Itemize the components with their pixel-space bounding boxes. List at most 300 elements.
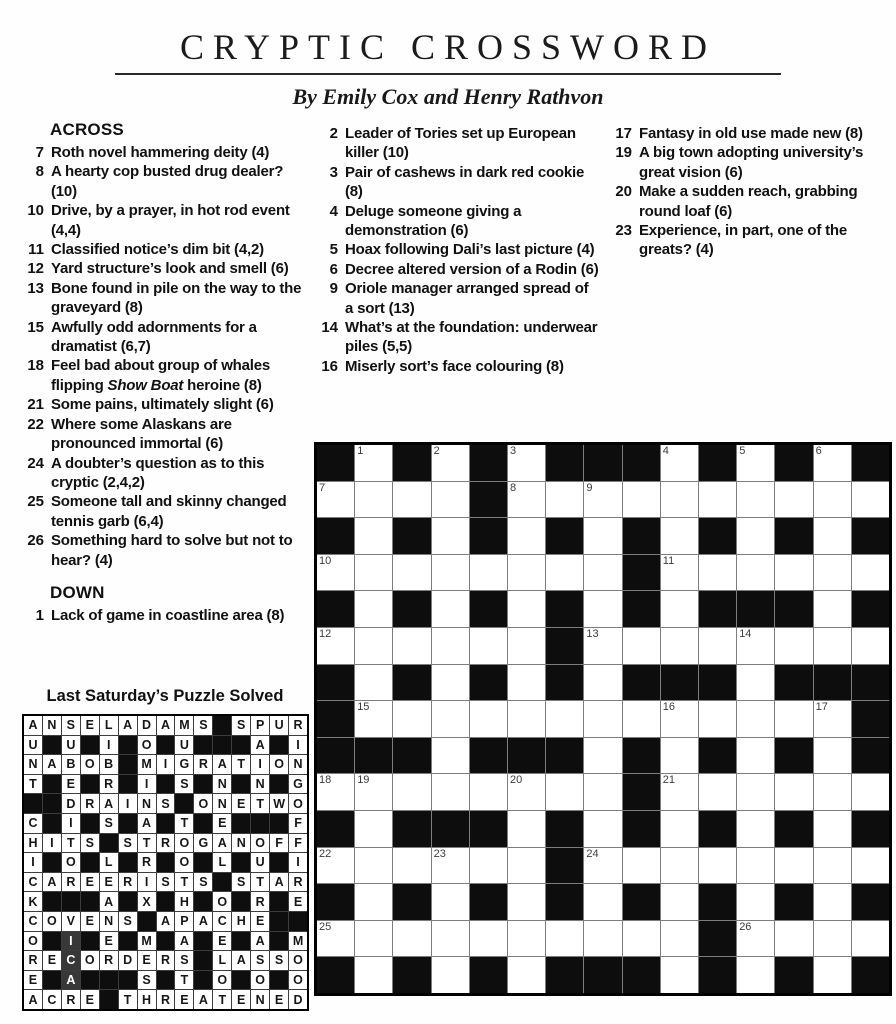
clue-text: Fantasy in old use made new (8) — [639, 125, 863, 142]
clue-text: Drive, by a prayer, in hot rod event (4,4) — [51, 202, 290, 239]
solved-block — [43, 794, 61, 813]
grid-cell[interactable] — [393, 921, 430, 957]
grid-cell[interactable] — [546, 701, 583, 737]
grid-block — [852, 445, 889, 481]
grid-cell[interactable] — [508, 482, 545, 518]
grid-cell[interactable] — [775, 701, 812, 737]
grid-cell[interactable] — [775, 555, 812, 591]
grid-block — [623, 518, 660, 554]
grid-cell[interactable] — [852, 555, 889, 591]
grid-block — [775, 591, 812, 627]
solved-letter-cell: T — [175, 873, 193, 892]
grid-cell[interactable] — [699, 774, 736, 810]
solved-letter-cell: D — [119, 951, 137, 970]
solved-letter-cell: G — [175, 755, 193, 774]
clue-number: 22 — [27, 415, 44, 433]
grid-cell[interactable] — [432, 774, 469, 810]
solved-letter-cell: I — [62, 932, 80, 951]
solved-letter-cell: V — [62, 912, 80, 931]
solved-block — [194, 892, 212, 911]
solved-letter-cell: O — [289, 951, 307, 970]
grid-cell[interactable] — [699, 701, 736, 737]
solved-letter-cell: A — [119, 716, 137, 735]
grid-cell[interactable] — [775, 774, 812, 810]
grid-cell[interactable] — [737, 628, 774, 664]
grid-cell[interactable] — [470, 555, 507, 591]
grid-cell[interactable] — [775, 482, 812, 518]
grid-cell[interactable] — [508, 591, 545, 627]
solved-letter-cell: N — [138, 794, 156, 813]
solved-letter-cell: E — [81, 912, 99, 931]
grid-cell[interactable] — [508, 518, 545, 554]
solved-letter-cell: E — [175, 990, 193, 1009]
clue-text: A doubter’s question as to this cryptic (2,4,2) — [51, 454, 265, 491]
clue-number: 12 — [27, 260, 44, 278]
solved-letter-cell: A — [194, 912, 212, 931]
solved-letter-cell: I — [62, 814, 80, 833]
solved-block — [270, 892, 288, 911]
grid-cell[interactable] — [508, 884, 545, 920]
grid-cell[interactable] — [470, 628, 507, 664]
clue-text: Leader of Tories set up European killer (10) — [345, 125, 576, 162]
grid-cell[interactable] — [814, 555, 851, 591]
solved-letter-cell: O — [251, 834, 269, 853]
grid-cell[interactable] — [508, 445, 545, 481]
grid-cell[interactable] — [432, 957, 469, 993]
grid-block — [470, 665, 507, 701]
grid-block — [852, 591, 889, 627]
grid-block — [623, 884, 660, 920]
grid-cell[interactable] — [470, 921, 507, 957]
grid-cell[interactable] — [584, 811, 621, 847]
solved-letter-cell: O — [270, 755, 288, 774]
clue-down-3 — [314, 163, 600, 202]
grid-cell[interactable] — [355, 482, 392, 518]
grid-cell[interactable] — [546, 921, 583, 957]
grid-cell[interactable] — [317, 628, 354, 664]
grid-cell[interactable] — [584, 774, 621, 810]
grid-cell[interactable] — [661, 921, 698, 957]
grid-cell[interactable] — [814, 701, 851, 737]
solved-block — [213, 716, 231, 735]
grid-cell[interactable] — [584, 665, 621, 701]
grid-block — [699, 884, 736, 920]
grid-cell[interactable] — [814, 738, 851, 774]
solved-letter-cell: S — [251, 951, 269, 970]
grid-cell[interactable] — [814, 884, 851, 920]
grid-cell[interactable] — [661, 774, 698, 810]
clue-across-7 — [20, 143, 302, 162]
solved-letter-cell: F — [270, 834, 288, 853]
clue-number: 26 — [27, 532, 44, 550]
solved-letter-cell: I — [138, 775, 156, 794]
grid-cell[interactable] — [584, 738, 621, 774]
cell-number: 1 — [357, 445, 364, 457]
grid-cell[interactable] — [355, 518, 392, 554]
solved-block — [270, 853, 288, 872]
grid-block — [355, 738, 392, 774]
grid-cell[interactable] — [623, 628, 660, 664]
grid-cell[interactable] — [737, 774, 774, 810]
grid-cell[interactable] — [393, 848, 430, 884]
grid-cell[interactable] — [852, 628, 889, 664]
grid-cell[interactable] — [737, 665, 774, 701]
grid-cell[interactable] — [432, 921, 469, 957]
solved-letter-cell: C — [24, 814, 42, 833]
grid-cell[interactable] — [737, 957, 774, 993]
grid-cell[interactable] — [775, 848, 812, 884]
grid-block — [852, 811, 889, 847]
grid-cell[interactable] — [584, 555, 621, 591]
grid-cell[interactable] — [508, 701, 545, 737]
grid-cell[interactable] — [355, 921, 392, 957]
grid-cell[interactable] — [661, 482, 698, 518]
grid-block — [852, 957, 889, 993]
cell-number: 10 — [319, 554, 332, 567]
grid-cell[interactable] — [814, 518, 851, 554]
solved-letter-cell: A — [43, 755, 61, 774]
grid-cell[interactable] — [355, 848, 392, 884]
solved-letter-cell: L — [100, 853, 118, 872]
grid-cell[interactable] — [432, 738, 469, 774]
solved-letter-cell: R — [157, 990, 175, 1009]
grid-cell[interactable] — [432, 701, 469, 737]
clue-across-24 — [20, 454, 302, 493]
solved-block — [270, 932, 288, 951]
grid-cell[interactable] — [584, 482, 621, 518]
grid-cell[interactable] — [661, 848, 698, 884]
solved-letter-cell: R — [289, 873, 307, 892]
clue-number: 24 — [27, 454, 44, 472]
solved-block — [81, 775, 99, 794]
grid-cell[interactable] — [317, 921, 354, 957]
clue-across-13 — [20, 279, 302, 318]
grid-cell[interactable] — [584, 591, 621, 627]
solved-letter-cell: A — [138, 814, 156, 833]
grid-cell[interactable] — [737, 884, 774, 920]
grid-cell[interactable] — [814, 482, 851, 518]
cell-number: 17 — [815, 701, 828, 714]
grid-cell[interactable] — [852, 848, 889, 884]
grid-cell[interactable] — [661, 628, 698, 664]
grid-cell[interactable] — [814, 848, 851, 884]
clue-text: Oriole manager arranged spread of a sort (13) — [345, 280, 589, 317]
solved-letter-cell: H — [138, 990, 156, 1009]
cell-number: 6 — [815, 445, 822, 457]
clue-across-15 — [20, 318, 302, 357]
solved-block — [194, 775, 212, 794]
solved-block — [232, 736, 250, 755]
grid-cell[interactable] — [432, 884, 469, 920]
grid-cell[interactable] — [508, 555, 545, 591]
grid-cell[interactable] — [699, 848, 736, 884]
grid-cell[interactable] — [814, 628, 851, 664]
clue-number: 5 — [329, 241, 338, 259]
grid-cell[interactable] — [584, 884, 621, 920]
grid-cell[interactable] — [355, 811, 392, 847]
grid-cell[interactable] — [393, 482, 430, 518]
solved-block — [157, 932, 175, 951]
grid-cell[interactable] — [432, 482, 469, 518]
grid-cell[interactable] — [317, 774, 354, 810]
cell-number: 3 — [510, 445, 517, 457]
clue-down-23 — [608, 221, 894, 260]
clue-number: 8 — [35, 163, 44, 181]
solved-letter-cell: T — [232, 755, 250, 774]
grid-cell[interactable] — [775, 921, 812, 957]
solved-letter-cell: B — [100, 755, 118, 774]
solved-letter-cell: I — [43, 834, 61, 853]
grid-cell[interactable] — [661, 738, 698, 774]
solved-block — [194, 932, 212, 951]
grid-cell[interactable] — [432, 665, 469, 701]
grid-block — [699, 738, 736, 774]
solved-block — [24, 794, 42, 813]
solved-letter-cell: N — [213, 775, 231, 794]
grid-cell[interactable] — [432, 518, 469, 554]
solved-block — [194, 951, 212, 970]
solved-letter-cell: U — [24, 736, 42, 755]
solved-letter-cell: S — [175, 951, 193, 970]
grid-cell[interactable] — [317, 848, 354, 884]
solved-puzzle-heading: Last Saturday’s Puzzle Solved — [46, 687, 284, 705]
solved-letter-cell: R — [157, 951, 175, 970]
grid-block — [623, 811, 660, 847]
grid-cell[interactable] — [852, 774, 889, 810]
solved-letter-cell: N — [232, 834, 250, 853]
clue-number: 18 — [27, 357, 44, 375]
solved-letter-cell: A — [24, 990, 42, 1009]
grid-cell[interactable] — [737, 921, 774, 957]
solved-letter-cell: U — [270, 716, 288, 735]
grid-cell[interactable] — [737, 482, 774, 518]
solved-letter-cell: T — [213, 990, 231, 1009]
grid-block — [470, 738, 507, 774]
grid-cell[interactable] — [508, 811, 545, 847]
grid-block — [623, 957, 660, 993]
solved-letter-cell: S — [175, 775, 193, 794]
clue-text: Awfully odd adornments for a dramatist (6,7) — [51, 318, 257, 356]
grid-cell[interactable] — [814, 957, 851, 993]
solved-letter-cell: T — [175, 814, 193, 833]
solved-block — [43, 892, 61, 911]
solved-block — [81, 892, 99, 911]
solved-block — [100, 834, 118, 853]
grid-cell[interactable] — [432, 591, 469, 627]
grid-block — [737, 591, 774, 627]
grid-cell[interactable] — [355, 628, 392, 664]
solved-block — [270, 971, 288, 990]
grid-block — [317, 884, 354, 920]
grid-cell[interactable] — [355, 884, 392, 920]
grid-block — [470, 482, 507, 518]
solved-letter-cell: I — [289, 736, 307, 755]
grid-cell[interactable] — [508, 921, 545, 957]
grid-cell[interactable] — [661, 445, 698, 481]
grid-cell[interactable] — [393, 774, 430, 810]
grid-cell[interactable] — [508, 628, 545, 664]
grid-cell[interactable] — [584, 518, 621, 554]
clue-across-22 — [20, 415, 302, 454]
solved-letter-cell: N — [213, 794, 231, 813]
grid-cell[interactable] — [737, 738, 774, 774]
solved-block — [232, 853, 250, 872]
solved-letter-cell: E — [81, 873, 99, 892]
solved-letter-cell: S — [232, 716, 250, 735]
clue-text: Miserly sort’s face colouring (8) — [345, 357, 564, 375]
grid-cell[interactable] — [852, 921, 889, 957]
solved-block — [157, 736, 175, 755]
grid-cell[interactable] — [737, 848, 774, 884]
grid-cell[interactable] — [737, 555, 774, 591]
solved-letter-cell: S — [119, 834, 137, 853]
solved-letter-cell: G — [289, 775, 307, 794]
grid-cell[interactable] — [814, 445, 851, 481]
solved-letter-cell: O — [175, 834, 193, 853]
grid-cell[interactable] — [584, 921, 621, 957]
grid-cell[interactable] — [814, 591, 851, 627]
grid-cell[interactable] — [470, 701, 507, 737]
solved-letter-cell: O — [175, 853, 193, 872]
grid-cell[interactable] — [661, 518, 698, 554]
grid-cell[interactable] — [775, 628, 812, 664]
grid-block — [623, 738, 660, 774]
grid-cell[interactable] — [470, 848, 507, 884]
grid-block — [623, 445, 660, 481]
grid-cell[interactable] — [699, 482, 736, 518]
grid-cell[interactable] — [355, 701, 392, 737]
grid-cell[interactable] — [470, 774, 507, 810]
grid-cell[interactable] — [355, 665, 392, 701]
solved-letter-cell: D — [138, 716, 156, 735]
grid-cell[interactable] — [737, 701, 774, 737]
grid-cell[interactable] — [508, 957, 545, 993]
across-clue-list — [20, 143, 302, 570]
solved-block — [119, 736, 137, 755]
grid-cell[interactable] — [355, 555, 392, 591]
grid-cell[interactable] — [317, 482, 354, 518]
grid-cell[interactable] — [814, 921, 851, 957]
clue-across-8 — [20, 162, 302, 201]
grid-cell[interactable] — [393, 701, 430, 737]
clue-down-14 — [314, 318, 600, 357]
solved-letter-cell: A — [43, 873, 61, 892]
clue-number: 15 — [27, 318, 44, 336]
grid-cell[interactable] — [623, 482, 660, 518]
grid-cell[interactable] — [661, 957, 698, 993]
solved-letter-cell: T — [119, 990, 137, 1009]
grid-cell[interactable] — [737, 518, 774, 554]
grid-cell[interactable] — [393, 628, 430, 664]
grid-cell[interactable] — [508, 848, 545, 884]
solved-block — [157, 775, 175, 794]
solved-letter-cell: U — [175, 736, 193, 755]
solved-letter-cell: N — [251, 990, 269, 1009]
grid-cell[interactable] — [852, 482, 889, 518]
solved-block — [270, 775, 288, 794]
grid-cell[interactable] — [584, 848, 621, 884]
grid-cell[interactable] — [355, 957, 392, 993]
grid-cell[interactable] — [661, 811, 698, 847]
grid-cell[interactable] — [623, 848, 660, 884]
solved-letter-cell: O — [289, 971, 307, 990]
grid-cell[interactable] — [432, 848, 469, 884]
clue-number: 7 — [35, 144, 44, 161]
grid-block — [432, 811, 469, 847]
grid-cell[interactable] — [317, 555, 354, 591]
solved-block — [43, 971, 61, 990]
clue-number: 1 — [35, 606, 44, 624]
grid-cell[interactable] — [432, 628, 469, 664]
solved-block — [157, 892, 175, 911]
clue-text: Experience, in part, one of the greats? (4) — [639, 222, 848, 259]
grid-cell[interactable] — [355, 445, 392, 481]
grid-cell[interactable] — [432, 445, 469, 481]
grid-cell[interactable] — [508, 665, 545, 701]
grid-cell[interactable] — [432, 555, 469, 591]
cell-number: 2 — [433, 445, 440, 457]
grid-cell[interactable] — [737, 445, 774, 481]
cell-number: 13 — [586, 627, 599, 640]
cell-number: 14 — [739, 627, 752, 640]
grid-cell[interactable] — [699, 628, 736, 664]
grid-cell[interactable] — [623, 921, 660, 957]
grid-cell[interactable] — [508, 774, 545, 810]
grid-cell[interactable] — [814, 774, 851, 810]
grid-cell[interactable] — [699, 555, 736, 591]
grid-block — [852, 518, 889, 554]
grid-block — [317, 811, 354, 847]
clue-down-17 — [608, 124, 894, 143]
grid-cell[interactable] — [814, 811, 851, 847]
grid-cell[interactable] — [393, 555, 430, 591]
down-clue-list-2 — [314, 124, 600, 376]
clue-across-25 — [20, 492, 302, 531]
clue-number: 25 — [27, 493, 44, 511]
grid-block — [393, 811, 430, 847]
grid-cell[interactable] — [355, 774, 392, 810]
grid-cell[interactable] — [623, 701, 660, 737]
grid-cell[interactable] — [737, 811, 774, 847]
grid-cell[interactable] — [661, 701, 698, 737]
solved-block — [232, 932, 250, 951]
clue-number: 17 — [615, 125, 632, 142]
grid-block — [699, 811, 736, 847]
cell-number: 26 — [739, 920, 752, 933]
grid-cell[interactable] — [661, 555, 698, 591]
grid-block — [393, 738, 430, 774]
grid-cell[interactable] — [355, 591, 392, 627]
grid-cell[interactable] — [546, 482, 583, 518]
clue-down-4 — [314, 202, 600, 241]
grid-cell[interactable] — [546, 774, 583, 810]
solved-block — [43, 736, 61, 755]
grid-cell[interactable] — [661, 884, 698, 920]
grid-cell[interactable] — [546, 555, 583, 591]
solved-block — [270, 912, 288, 931]
solved-letter-cell: I — [289, 853, 307, 872]
solved-letter-cell: T — [175, 971, 193, 990]
cell-number: 25 — [319, 920, 332, 933]
solved-block — [100, 971, 118, 990]
solved-letter-cell: L — [100, 716, 118, 735]
grid-cell[interactable] — [584, 701, 621, 737]
grid-cell[interactable] — [661, 591, 698, 627]
solved-letter-cell: S — [194, 873, 212, 892]
grid-block — [317, 591, 354, 627]
solved-block — [119, 892, 137, 911]
grid-cell[interactable] — [584, 628, 621, 664]
